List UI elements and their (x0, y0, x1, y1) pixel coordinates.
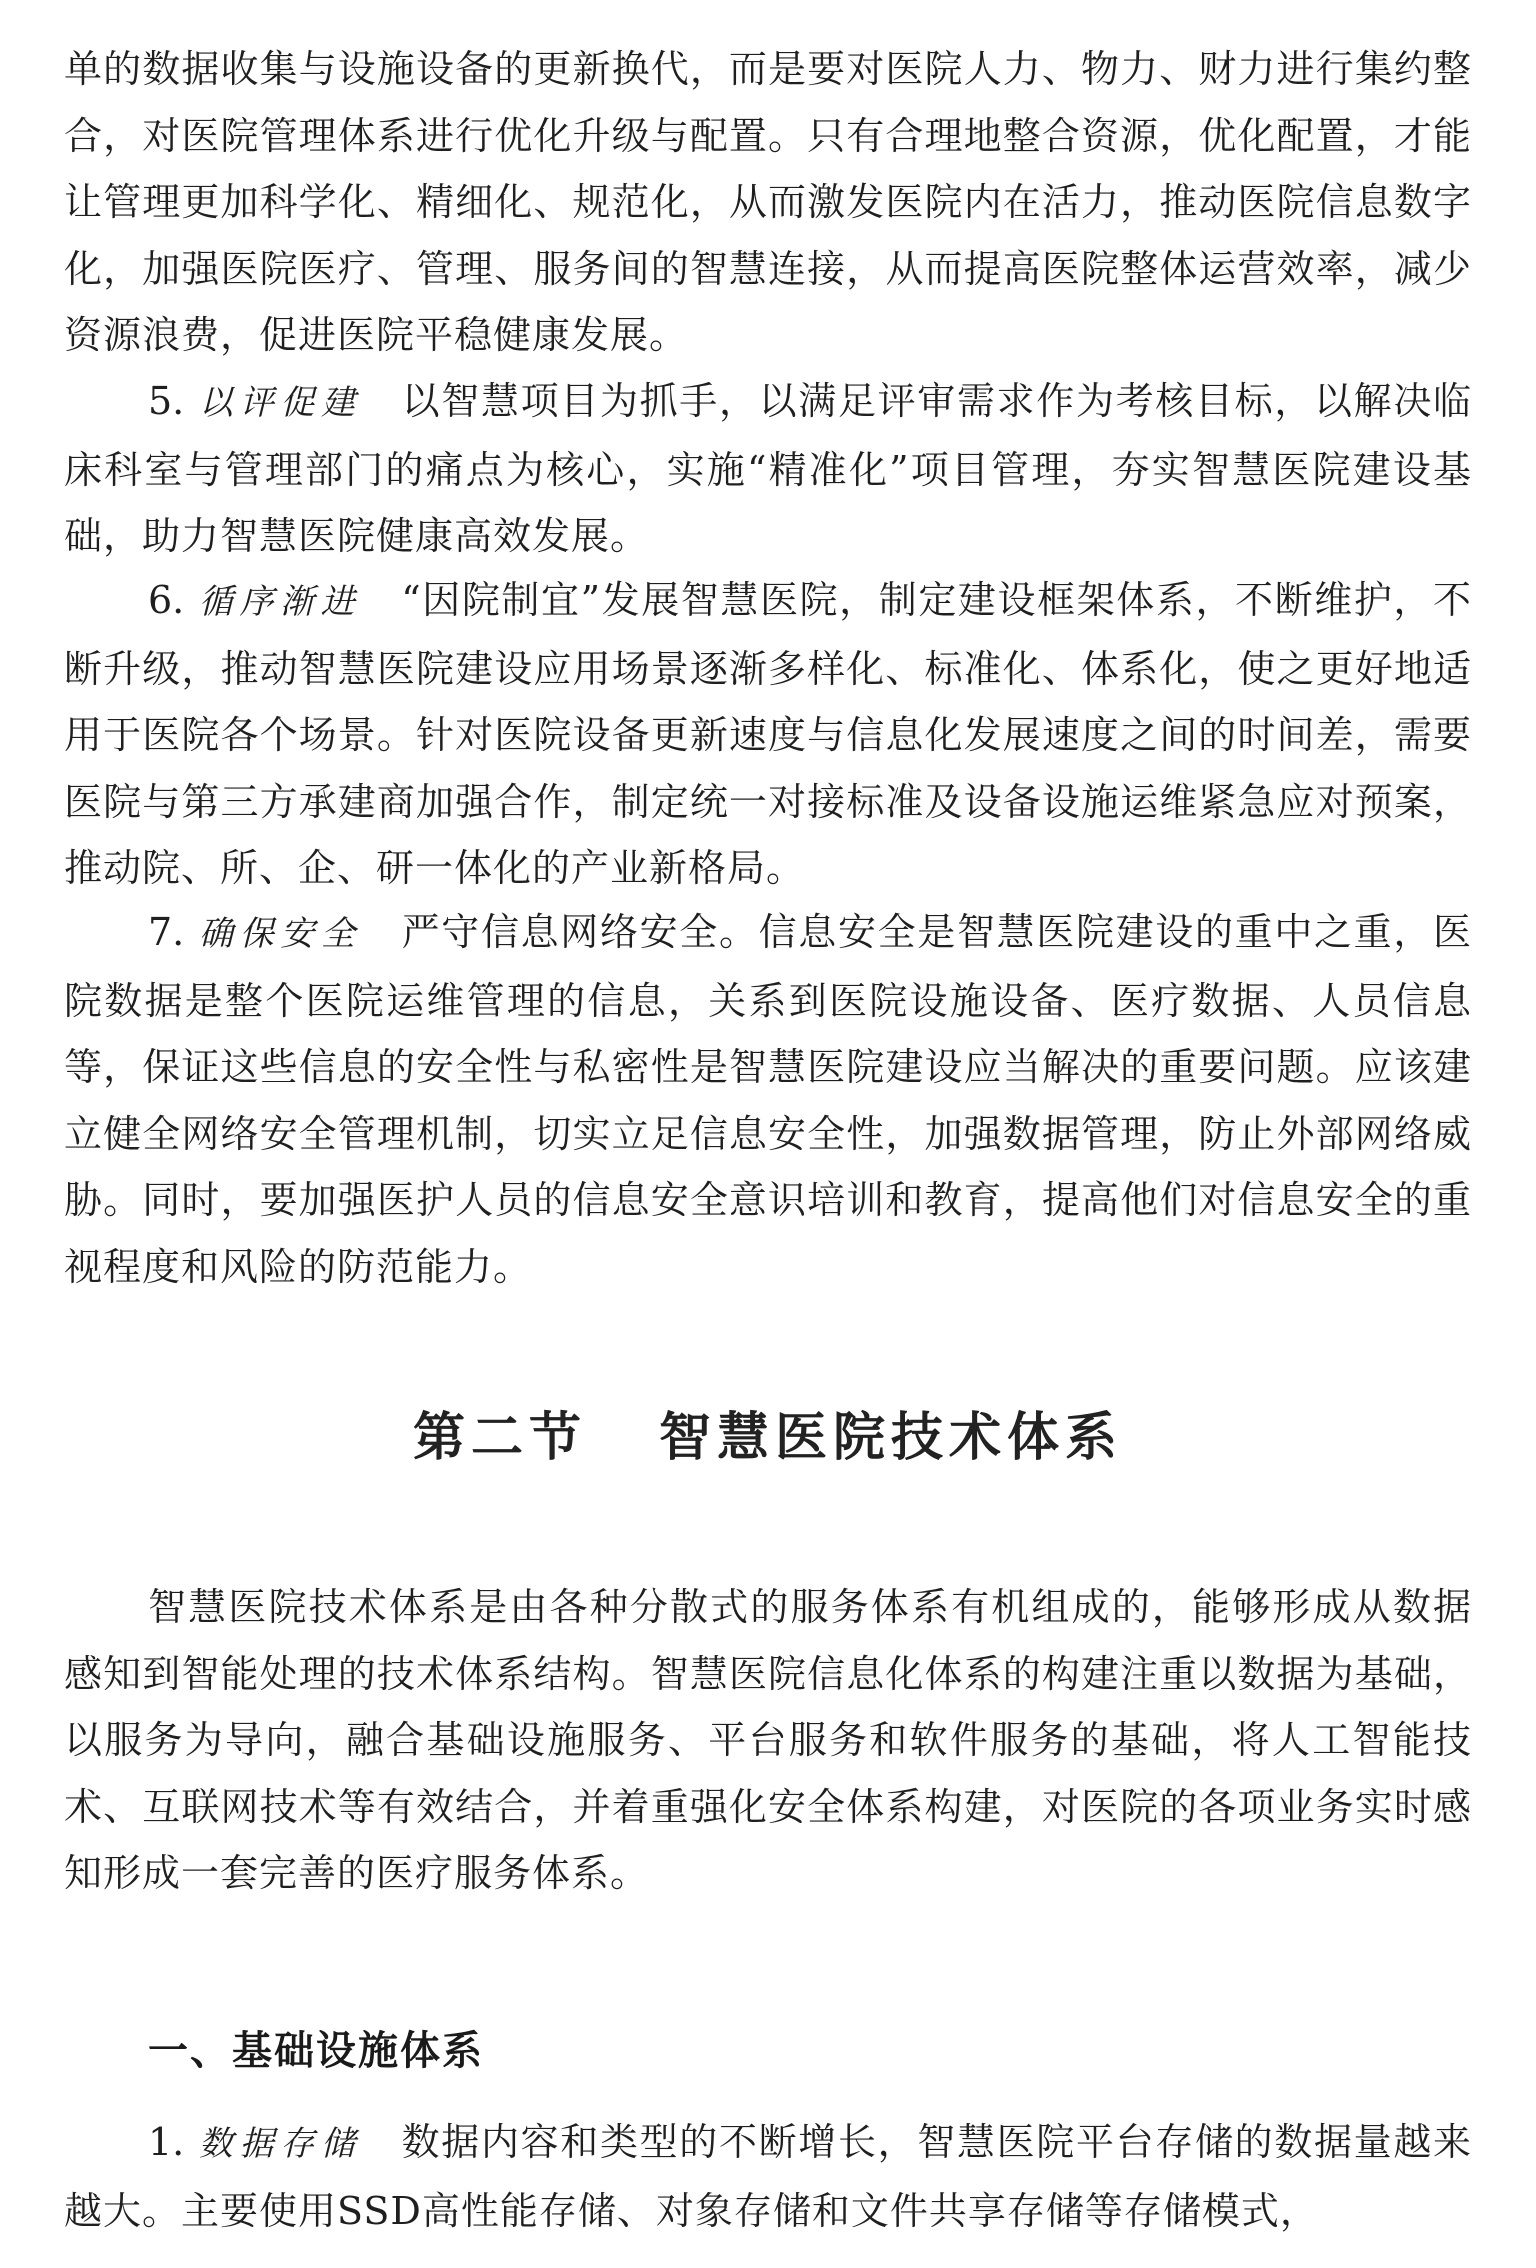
item-text: “因院制宜”发展智慧医院，制定建设框架体系，不断维护，不断升级，推动智慧医院建设应用场景逐渐多样化、标准化、体系化，使之更好地适用于医院各个场景。针对医院设备更新速度与信息化发展速度之间的时间差，需要医院与第三方承建商加强合作，制定统一对接标准及设备设施运维紧急应对预案，推动院、所、企、研一体化的产业新格局。 (64, 578, 1473, 890)
item-text: 以智慧项目为抓手，以满足评审需求作为考核目标，以解决临床科室与管理部门的痛点为核心，实施“精准化”项目管理，夯实智慧医院建设基础，助力智慧医院健康高效发展。 (64, 379, 1472, 558)
item-label: 确保安全 (198, 914, 362, 954)
section-title (0, 1398, 1536, 1478)
subsection-heading: 一、基础设施体系 (148, 2028, 484, 2074)
item-number: 5. (148, 379, 185, 423)
item-label: 循序渐进 (198, 582, 362, 622)
item-text: 严守信息网络安全。信息安全是智慧医院建设的重中之重，医院数据是整个医院运维管理的信息，关系到医院设施设备、医疗数据、人员信息等，保证这些信息的安全性与私密性是智慧医院建设应当解决的重要问题。应该建立健全网络安全管理机制，切实立足信息安全性，加强数据管理，防止外部网络威胁。同时，要加强医护人员的信息安全意识培训和教育，提高他们对信息安全的重视程度和风险的防范能力。 (64, 910, 1472, 1289)
item-number: 6. (148, 578, 185, 622)
list-item (64, 899, 1472, 1300)
intro-paragraph: 单的数据收集与设施设备的更新换代，而是要对医院人力、物力、财力进行集约整合，对医院管理体系进行优化升级与配置。只有合理地整合资源，优化配置，才能让管理更加科学化、精细化、规范化，从而激发医院内在活力，推动医院信息数字化，加强医院医疗、管理、服务间的智慧连接，从而提高医院整体运营效率，减少资源浪费，促进医院平稳健康发展。 (64, 47, 1472, 357)
list-item (64, 2109, 1472, 2244)
item-label: 以评促建 (198, 383, 362, 423)
list-item (64, 368, 1472, 570)
item-label: 数据存储 (198, 2124, 362, 2164)
section-number: 第二节 (412, 1407, 587, 1468)
section-title-text: 智慧医院技术体系 (659, 1407, 1124, 1468)
item-text: 数据内容和类型的不断增长，智慧医院平台存储的数据量越来越大。主要使用SSD高性能存储、对象存储和文件共享存储等存储模式， (64, 2120, 1472, 2233)
list-item (64, 567, 1472, 902)
item-number: 7. (148, 910, 185, 954)
item-number: 1. (148, 2120, 185, 2164)
section-intro-paragraph: 智慧医院技术体系是由各种分散式的服务体系有机组成的，能够形成从数据感知到智能处理的技术体系结构。智慧医院信息化体系的构建注重以数据为基础，以服务为导向，融合基础设施服务、平台服务和软件服务的基础，将人工智能技术、互联网技术等有效结合，并着重强化安全体系构建，对医院的各项业务实时感知形成一套完善的医疗服务体系。 (64, 1585, 1472, 1895)
